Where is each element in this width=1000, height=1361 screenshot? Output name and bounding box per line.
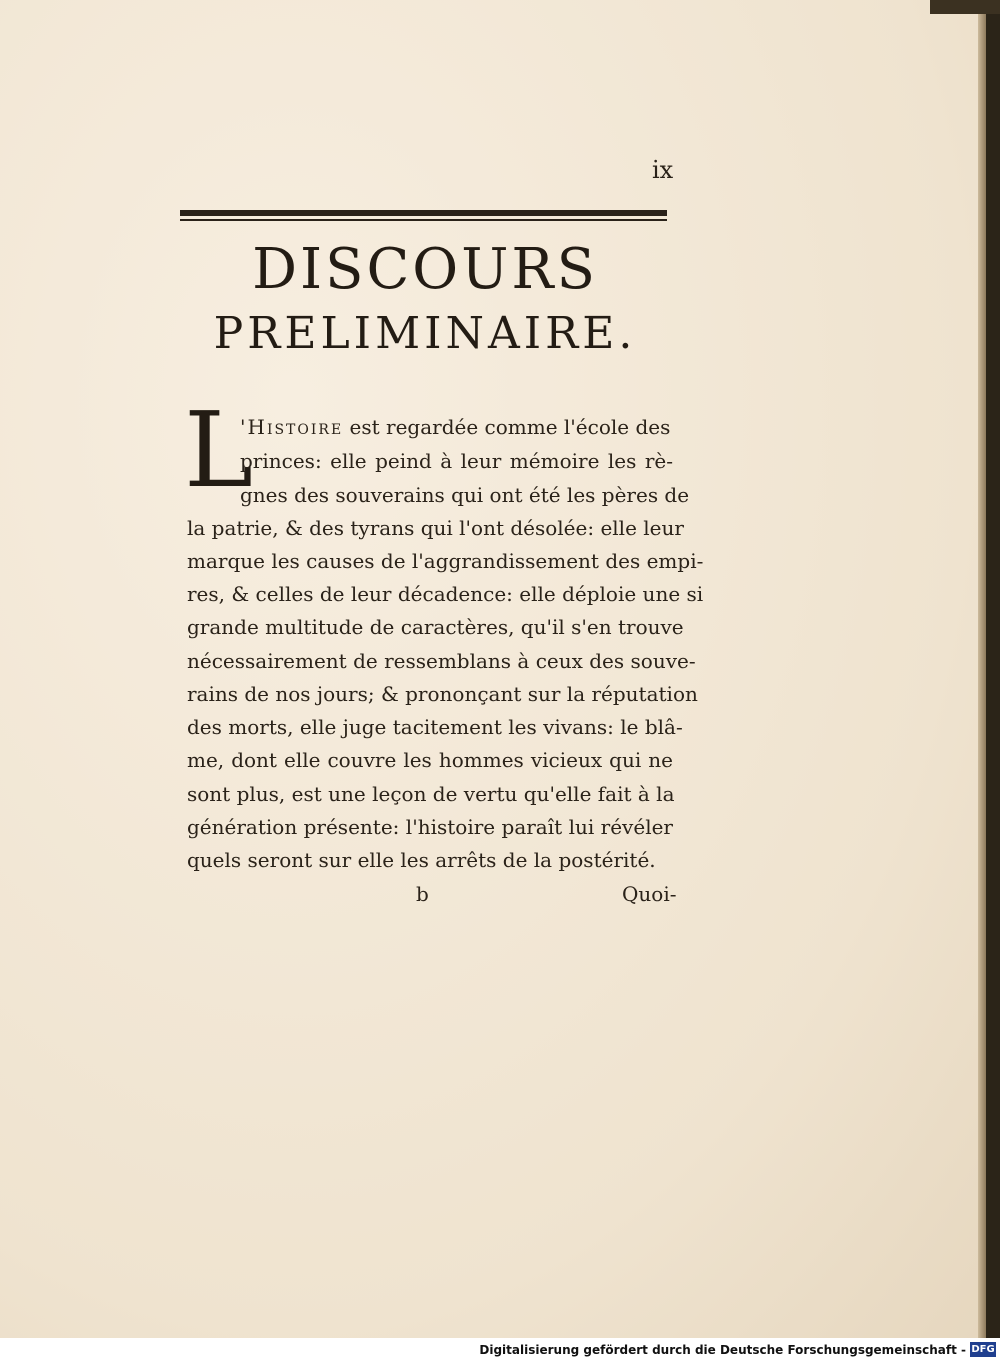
text-line-7: grande multitude de caractères, qu'il s'en trouve	[187, 615, 684, 639]
text-line-3: gnes des souverains qui ont été les pères de	[240, 483, 690, 507]
text-line-2: princes: elle peind à leur mémoire les rè-	[240, 449, 673, 473]
text-line-1-rest: est regardée comme l'école des	[343, 415, 671, 439]
signature-mark: b	[416, 882, 429, 906]
text-line-12: sont plus, est une leçon de vertu qu'elle fait à la	[187, 782, 675, 806]
text-line-5: marque les causes de l'aggrandissement des empi-	[187, 549, 704, 573]
text-line-9: rains de nos jours; & prononçant sur la réputation	[187, 682, 698, 706]
text-line-13: génération présente: l'histoire paraît lui révéler	[187, 815, 673, 839]
title-line-2: PRELIMINAIRE.	[213, 308, 637, 359]
footer-credit: Digitalisierung gefördert durch die Deutsche Forschungsgemeinschaft -	[479, 1343, 966, 1357]
header-rule-thin	[180, 219, 667, 221]
text-line-11: me, dont elle couvre les hommes vicieux qui ne	[187, 748, 673, 772]
drop-cap: L	[184, 389, 254, 511]
book-cover-edge	[930, 0, 1000, 14]
text-line-14: quels seront sur elle les arrêts de la postérité.	[187, 848, 656, 872]
page-number: ix	[652, 156, 674, 184]
text-line-1	[240, 414, 673, 440]
text-line-4: la patrie, & des tyrans qui l'ont désolée: elle leur	[187, 516, 684, 540]
text-line-10: des morts, elle juge tacitement les vivans: le blâ-	[187, 715, 683, 739]
first-word: 'Histoire	[240, 415, 344, 439]
title-line-1: DISCOURS	[252, 237, 598, 302]
catchword: Quoi-	[622, 882, 677, 906]
text-line-6: res, & celles de leur décadence: elle déploie une si	[187, 582, 704, 606]
header-rule-thick	[180, 210, 667, 216]
text-line-8: nécessairement de ressemblans à ceux des souve-	[187, 649, 696, 673]
dfg-logo-icon: DFG	[971, 1344, 995, 1355]
page-edge	[978, 8, 986, 1338]
